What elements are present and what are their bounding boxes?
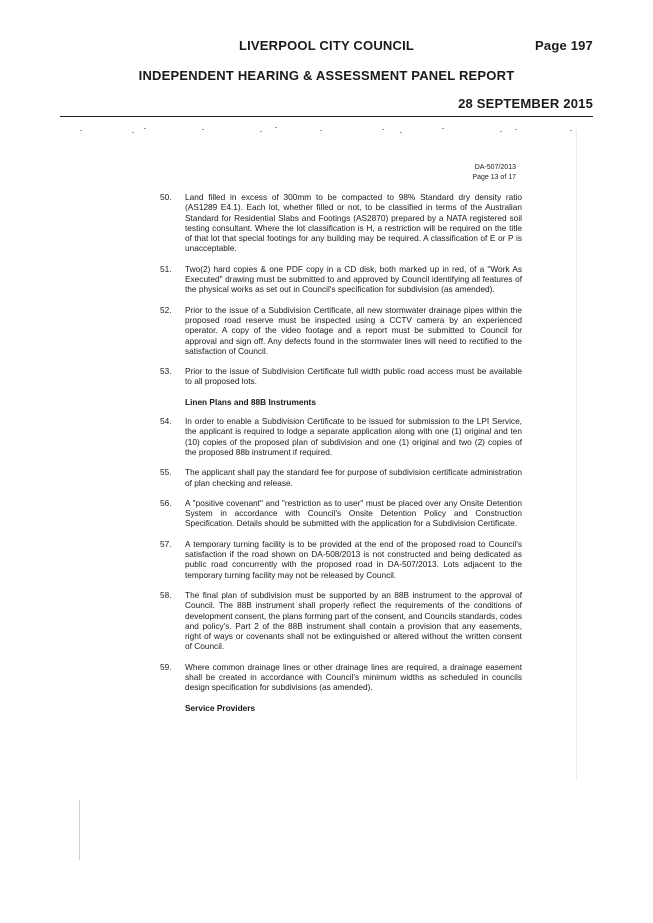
condition-text: Prior to the issue of Subdivision Certificate full width public road access must be available to all proposed lots. xyxy=(185,366,522,387)
report-page-number: Page 197 xyxy=(535,38,593,53)
doc-page-count: Page 13 of 17 xyxy=(472,174,516,181)
section-heading-linen-plans: Linen Plans and 88B Instruments xyxy=(185,396,316,407)
condition-number: 50. xyxy=(160,192,172,202)
condition-item xyxy=(160,662,522,693)
condition-number: 55. xyxy=(160,467,172,478)
condition-number: 54. xyxy=(160,416,172,427)
panel-report-title: INDEPENDENT HEARING & ASSESSMENT PANEL REPORT xyxy=(138,68,515,83)
council-name: LIVERPOOL CITY COUNCIL xyxy=(238,38,415,53)
condition-item xyxy=(160,366,522,387)
condition-text: A temporary turning facility is to be provided at the end of the proposed road to Council's satisfaction if the road shown on DA-508/2013 is not constructed and being dedicated as public road concurrently with the proposed road in DA-507/2013. Lots adjacent to the temporary turning facility may not be released by Council. xyxy=(185,538,522,580)
scan-noise xyxy=(70,124,590,138)
condition-item xyxy=(160,416,522,457)
condition-number: 59. xyxy=(160,661,172,672)
condition-item xyxy=(160,498,522,529)
condition-number: 52. xyxy=(160,304,172,315)
document-reference xyxy=(472,163,516,183)
condition-number: 51. xyxy=(160,263,172,274)
condition-number: 53. xyxy=(160,366,172,377)
condition-item xyxy=(160,467,522,488)
condition-text: The final plan of subdivision must be supported by an 88B instrument to the approval of Council. The 88B instrument shall properly reflect the requirements of the conditions of development consent, the plans forming part of the consent, and Councils standards, codes and policy's. Part 2 of the 88B instrument shall contain a provision that any easements, right of ways or covenants shall not be extinguished or altered without the written consent of Council. xyxy=(185,589,522,652)
condition-number: 58. xyxy=(160,589,172,600)
condition-text: Two(2) hard copies & one PDF copy in a CD disk, both marked up in red, of a "Work As Executed" drawing must be submitted to and approved by Council identifying all features of the physical works as set out in Council's specification for subdivision (as amended). xyxy=(185,263,522,295)
condition-item xyxy=(160,192,522,254)
header-divider xyxy=(60,116,593,117)
margin-mark xyxy=(79,800,80,860)
condition-item xyxy=(160,264,522,295)
condition-text: Land filled in excess of 300mm to be compacted to 98% Standard dry density ratio (AS1289 E4.1). Each lot, whether filled or not, to be classified in terms of the Australian Standard for Residential Slabs and Footings (AS2870) prepared by a NATA registered soil testing consultant. Where the lot classification is H, a restriction will be required on the title of that lot that special footings for any building may be required. A classification of E or P is unacceptable. xyxy=(185,192,522,254)
da-number: DA-507/2013 xyxy=(474,164,516,171)
condition-text: A "positive covenant" and "restriction as to user" must be placed over any Onsite Detention System in accordance with Council's Onsite Detention Policy and Construction Specification. Details should be submitted with the application for a Subdivision Certificate. xyxy=(185,497,522,529)
section-heading-service-providers: Service Providers xyxy=(185,702,256,713)
condition-item xyxy=(160,590,522,652)
condition-text: Prior to the issue of a Subdivision Certificate, all new stormwater drainage pipes within the proposed road reserve must be inspected using a CCTV camera by an experienced operator. A copy of the video footage and a report must be submitted to Council for approval and sign off. Any defects found in the stormwater lines will need to rectified to the satisfaction of Council. xyxy=(185,304,522,356)
conditions-body xyxy=(160,192,522,722)
condition-item xyxy=(160,539,522,580)
condition-number: 57. xyxy=(160,538,172,549)
condition-item xyxy=(160,305,522,356)
condition-text: Where common drainage lines or other drainage lines are required, a drainage easement shall be created in accordance with Council's minimum widths as scheduled in councils design specification for subdivisions (as amended). xyxy=(185,661,522,693)
report-date: 28 SEPTEMBER 2015 xyxy=(458,96,593,111)
condition-number: 56. xyxy=(160,497,172,508)
condition-text: In order to enable a Subdivision Certificate to be issued for submission to the LPI Service, the applicant is required to lodge a separate application along with one (1) original and ten (10) copies of the proposed plan of subdivision and one (1) original and two (2) copies of the proposed 88b instrument if required. xyxy=(185,416,522,457)
condition-text: The applicant shall pay the standard fee for purpose of subdivision certificate administration of plan checking and release. xyxy=(185,467,522,488)
scan-edge-line xyxy=(576,130,577,780)
